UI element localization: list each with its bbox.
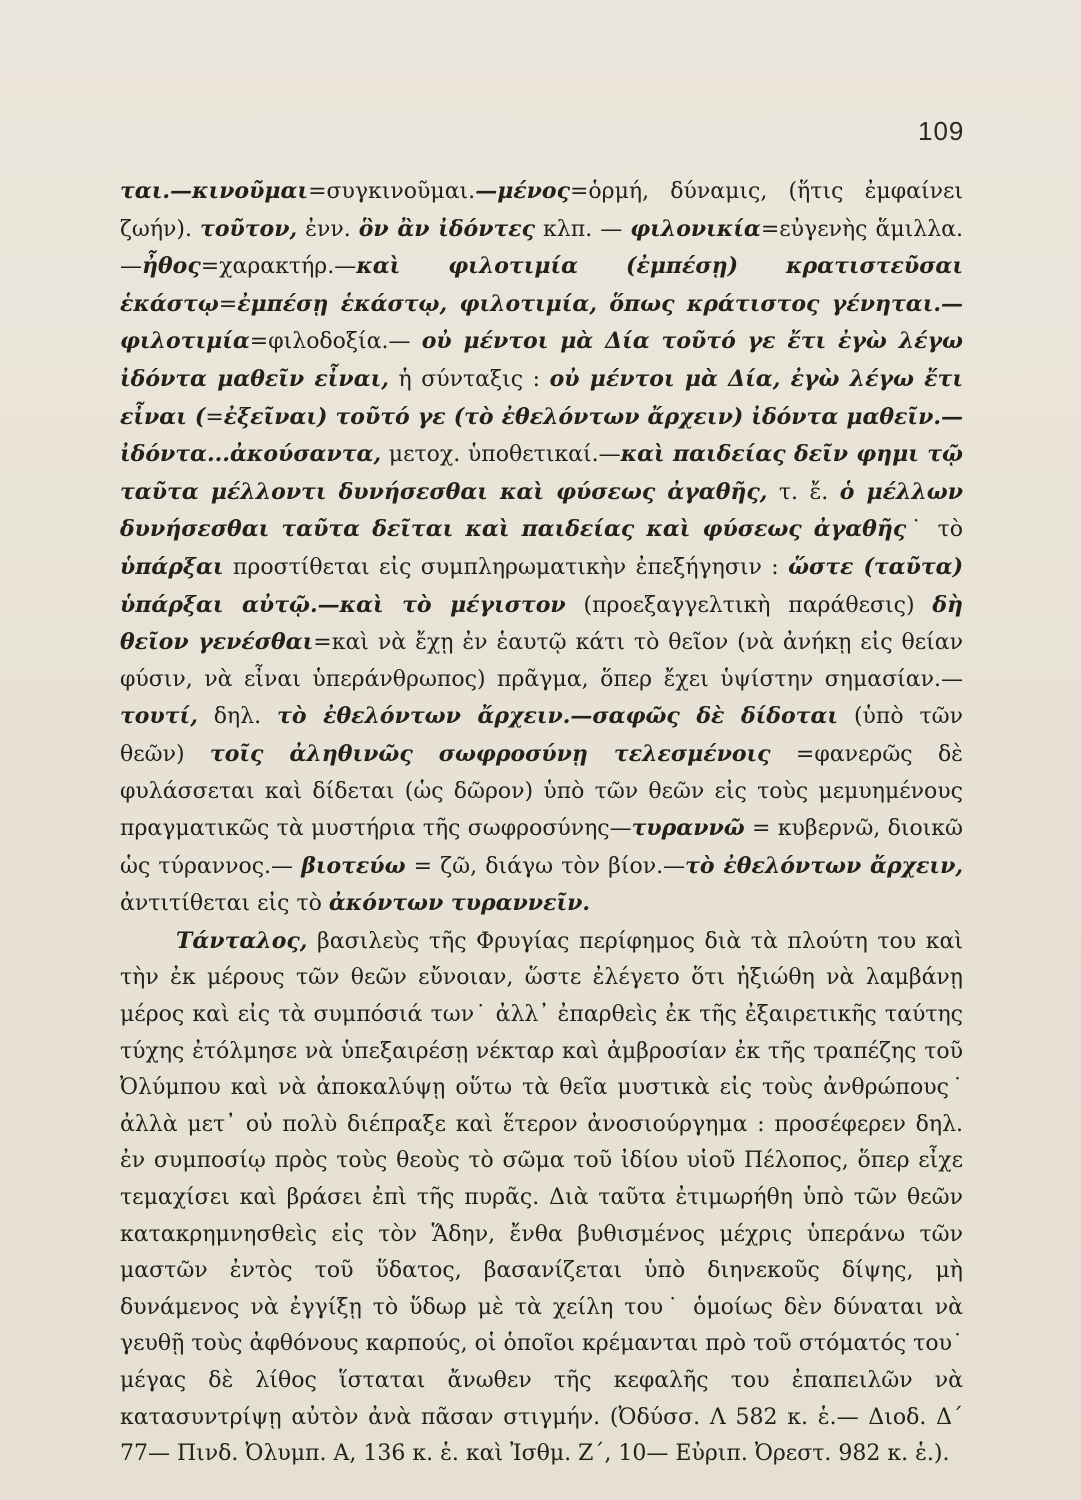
text-run: = [218,291,238,317]
text-run: = κυβερνῶ, διοικῶ ὡς τύραννος.— [120,816,963,879]
text-run: =φιλοδοξία.— [249,329,422,355]
emphasized-term: ται.—κινοῦμαι [120,178,309,204]
text-run: βασιλεὺς τῆς Φρυγίας περίφημος διὰ τὰ πλούτη του καὶ τὴν ἐκ μέρους τῶν θεῶν εὔνοιαν, ὥστε ἐλέγετο ὅτι ἠξιώθη νὰ λαμβάνῃ μέρος καὶ εἰς τὰ συμπόσιά των˙ ἀλλ᾽ ἐπαρθεὶς ἐκ τῆς ἐξαιρετικῆς ταύτης τύχης ἐτόλμησε νὰ ὑπεξαιρέσῃ νέκταρ καὶ ἀμβροσίαν ἐκ τῆς τραπέζης τοῦ Ὀλύμπου καὶ νὰ ἀποκαλύψῃ οὕτω τὰ θεῖα μυστικὰ εἰς τοὺς ἀνθρώπους˙ ἀλλὰ μετ᾽ οὐ πολὺ διέπραξε καὶ ἕτερον ἀνοσιούργημα : προσέφερεν δηλ. ἐν συμποσίῳ πρὸς τοὺς θεοὺς τὸ σῶμα τοῦ ἰδίου υἱοῦ Πέλοπος, ὅπερ εἶχε τεμαχίσει καὶ βράσει ἐπὶ τῆς πυρᾶς. Διὰ ταῦτα ἐτιμωρήθη ὑπὸ τῶν θεῶν κατακρημνησθεὶς εἰς τὸν Ἅδην, ἔνθα βυθισμένος μέχρις ὑπεράνω τῶν μαστῶν ἐντὸς τοῦ ὕδατος, βασανίζεται ὑπὸ διηνεκοῦς δίψης, μὴ δυνάμενος νὰ ἐγγίξῃ τὸ ὕδωρ μὲ τὰ χείλη του˙ ὁμοίως δὲν δύναται νὰ γευθῇ τοὺς ἀφθόνους καρπούς, οἱ ὁποῖοι κρέμανται πρὸ τοῦ στόματός του˙ μέγας δὲ λίθος ἵσταται ἄνωθεν τῆς κεφαλῆς του ἐπαπειλῶν νὰ κατασυντρίψῃ αὐτὸν ἀνὰ πᾶσαν στιγμήν. (Ὀδύσσ. Λ 582 κ. ἑ.— Διοδ. Δ΄ 77— Πινδ. Ὀλυμπ. Α, 136 κ. ἑ. καὶ Ἰσθμ. Ζ΄, 10— Εὐριπ. Ὀρεστ. 982 κ. ἑ.). [120,928,963,1467]
text-run: =καὶ νὰ ἔχῃ ἐν ἑαυτῷ κάτι τὸ θεῖον (νὰ ἀνήκῃ εἰς θείαν φύσιν, νὰ εἶναι ὑπεράνθρωπος) πρᾶγμα, ὅπερ ἔχει ὑψίστην σημασίαν.— [120,630,964,692]
emphasized-term: ὃν ἂν ἰδόντες [358,215,536,242]
emphasized-term: ἦθος [142,253,201,280]
emphasized-term: ὥστε (ταῦτα) ὑπάρξαι αὐτῷ.—καὶ τὸ μέγιστον [120,553,964,618]
emphasized-term: τοῦτον, [200,215,298,242]
paragraph-glossary [120,173,963,923]
emphasized-term: βιοτεύω [301,852,406,879]
emphasized-term: οὐ μέντοι μὰ Δία, ἐγὼ λέγω ἔτι εἶναι ( [120,365,963,430]
text-run: =ὁρμή, δύναμις, (ἥτις ἐμφαίνει ζωήν). [120,179,963,242]
emphasized-term: ἐμπέσῃ ἑκάστῳ, φιλοτιμία, ὅπως κράτιστος γένηται.— φιλοτιμία [120,290,963,355]
text-run: δηλ. [197,704,278,730]
emphasized-term: φιλονικία [630,215,761,242]
emphasized-term: ὑπάρξαι [120,553,224,580]
text-run: =φανερῶς δὲ φυλάσσεται καὶ δίδεται (ὡς δῶρον) ὑπὸ τῶν θεῶν εἰς τοὺς μεμυημένους πραγματικῶς τὰ μυστήρια τῆς σωφροσύνης— [120,741,963,842]
emphasized-term: καὶ φιλοτιμία (ἐμπέσῃ) κρατιστεῦσαι ἑκάστῳ [120,253,963,317]
text-run: ἡ σύνταξις : [388,366,550,392]
emphasized-term: τὸ ἐθελόντων ἄρχειν.—σαφῶς δὲ δίδοται [277,703,839,730]
emphasized-term: δὴ θεῖον γενέσθαι [120,591,964,656]
emphasized-term: τὸ ἐθελόντων ἄρχειν, [685,852,963,879]
emphasized-term: ἐξεῖναι) τοῦτό γε (τὸ ἐθελόντων ἄρχειν) ἰδόντα μαθεῖν.—ἰδόντα...ἀκούσαντα, [120,403,963,468]
text-run: =συγκινοῦμαι. [308,179,476,204]
emphasized-term: ὁ μέλλων δυνήσεσθαι ταῦτα δεῖται καὶ παιδείας καὶ φύσεως ἀγαθῆς [120,478,964,543]
text-run: τ. ἔ. [767,479,840,505]
text-run: = [205,404,224,430]
emphasized-term: τοῖς ἀληθινῶς σωφροσύνῃ τελεσμένοις [209,740,771,767]
text-run: =εὐγενὴς ἅμιλλα.— [120,216,963,280]
text-run: = ζῶ, διάγω τὸν βίον.— [405,853,686,879]
page-number: 109 [918,116,965,146]
emphasized-term: —μένος [475,178,570,204]
emphasized-term: ἀκόντων τυραννεῖν. [328,890,591,917]
text-run: ˙ τὸ [906,517,963,543]
emphasized-term: Τάνταλος, [176,927,308,954]
text-run: (προεξαγγελτικὴ παράθεσις) [565,592,933,618]
text-run: ἀντιτίθεται εἰς τὸ [120,891,329,917]
text-run: προστίθεται εἰς συμπληρωματικὴν ἐπεξήγησιν : [223,554,789,580]
emphasized-term: καὶ παιδείας δεῖν φημι τῷ ταῦτα μέλλοντι δυνήσεσθαι καὶ φύσεως ἀγαθῆς, [120,441,963,505]
text-run: μετοχ. ὑποθετικαί.— [381,442,621,468]
emphasized-term: τουτί, [120,703,198,730]
text-run: =χαρακτήρ.— [200,254,357,280]
text-run: ἐνν. [297,216,359,242]
text-run: (ὑπὸ τῶν θεῶν) [120,704,963,767]
emphasized-term: οὐ μέντοι μὰ Δία τοῦτό γε ἔτι ἐγὼ λέγω ἰδόντα μαθεῖν εἶναι, [120,328,963,392]
emphasized-term: τυραννῶ [631,815,745,842]
paragraph-tantalus [120,923,963,1473]
commentary-text [120,173,963,1473]
text-run: κλπ. — [535,216,631,242]
